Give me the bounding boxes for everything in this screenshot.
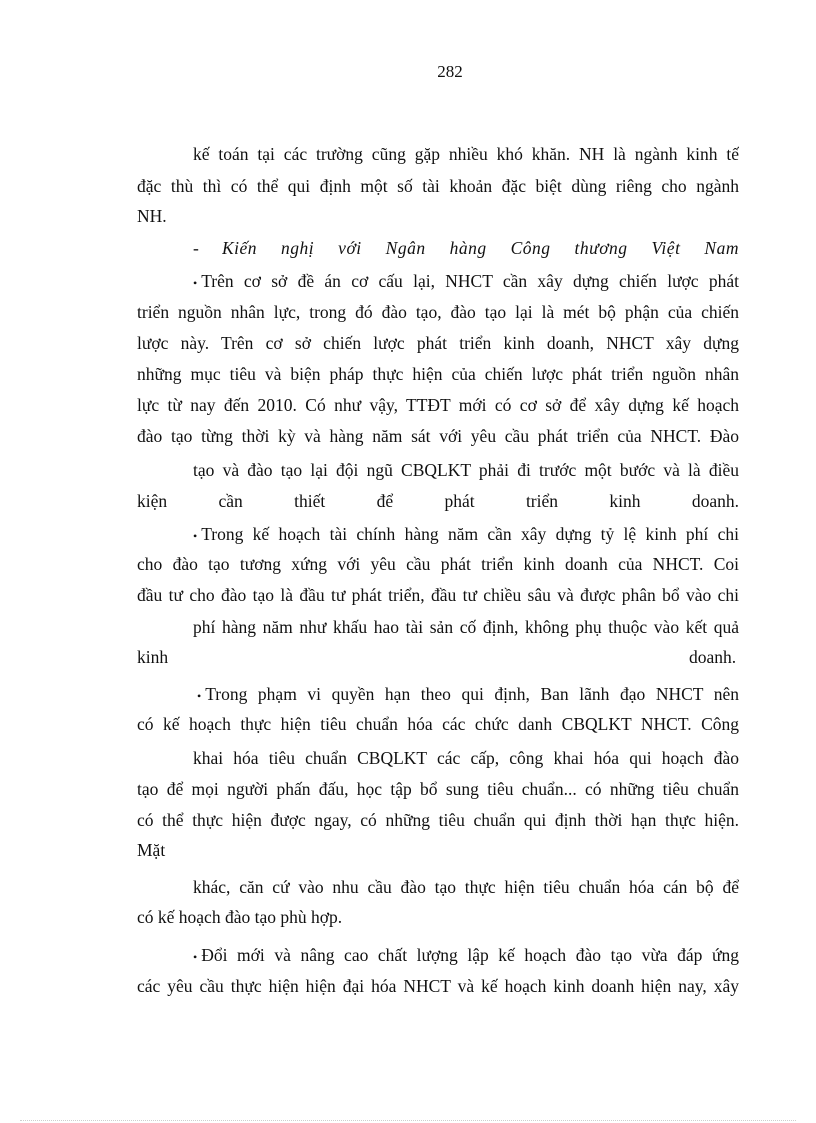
- bullet-line: [193, 523, 739, 545]
- bullet-line: [193, 270, 739, 292]
- text-line: khác, căn cứ vào nhu cầu đào tạo thực hiện tiêu chuẩn hóa cán bộ để: [193, 877, 739, 897]
- text-line: những mục tiêu và biện pháp thực hiện của chiến lược phát triển nguồn nhân: [137, 364, 739, 384]
- text-line: đầu tư cho đào tạo là đầu tư phát triển, đầu tư chiều sâu và được phân bổ vào chi: [137, 585, 739, 605]
- text-line: lực từ nay đến 2010. Có như vậy, TTĐT mới có cơ sở để xây dựng kế hoạch: [137, 395, 739, 415]
- text-line: kinh: [137, 647, 169, 667]
- text-line: doanh.: [689, 647, 737, 667]
- bullet-line: [197, 683, 739, 705]
- heading-dash: -: [193, 238, 199, 258]
- text-span: Trong kế hoạch tài chính hàng năm cần xây dựng tỷ lệ kinh phí chi: [201, 524, 739, 544]
- bullet-icon: •: [197, 688, 202, 703]
- text-line: kế toán tại các trường cũng gặp nhiều khó khăn. NH là ngành kinh tế: [193, 144, 739, 164]
- text-line: có kế hoạch đào tạo phù hợp.: [137, 907, 343, 927]
- bullet-icon: •: [193, 949, 198, 964]
- text-line: cho đào tạo tương xứng với yêu cầu phát triển kinh doanh của NHCT. Coi: [137, 554, 739, 574]
- text-line: có kế hoạch thực hiện tiêu chuẩn hóa các chức danh CBQLKT NHCT. Công: [137, 714, 739, 734]
- text-span: Đổi mới và nâng cao chất lượng lập kế hoạch đào tạo vừa đáp ứng: [201, 945, 739, 965]
- text-line: khai hóa tiêu chuẩn CBQLKT các cấp, công khai hóa qui hoạch đào: [193, 748, 739, 768]
- section-heading: Kiến nghị với Ngân hàng Công thương Việt Nam: [222, 238, 739, 258]
- text-span: Trong phạm vi quyền hạn theo qui định, Ban lãnh đạo NHCT nên: [205, 684, 739, 704]
- text-line: đào tạo từng thời kỳ và hàng năm sát với yêu cầu phát triển của NHCT. Đào: [137, 426, 739, 446]
- text-line: tạo và đào tạo lại đội ngũ CBQLKT phải đi trước một bước và là điều: [193, 460, 739, 480]
- text-line: đặc thù thì có thể qui định một số tài khoản đặc biệt dùng riêng cho ngành: [137, 176, 739, 196]
- text-line: có thể thực hiện được ngay, có những tiêu chuẩn qui định thời hạn thực hiện.: [137, 810, 739, 830]
- bullet-icon: •: [193, 275, 198, 290]
- text-line: triển nguồn nhân lực, trong đó đào tạo, đào tạo lại là mét bộ phận của chiến: [137, 302, 739, 322]
- bullet-icon: •: [193, 528, 198, 543]
- page-bottom-divider: [20, 1120, 796, 1121]
- page-number: 282: [437, 62, 463, 81]
- text-line: các yêu cầu thực hiện hiện đại hóa NHCT và kế hoạch kinh doanh hiện nay, xây: [137, 976, 739, 996]
- text-line: kiện cần thiết để phát triển kinh doanh.: [137, 491, 739, 511]
- text-line: NH.: [137, 206, 167, 226]
- text-line: lược này. Trên cơ sở chiến lược phát triển kinh doanh, NHCT xây dựng: [137, 333, 739, 353]
- text-line: Mặt: [137, 840, 166, 860]
- bullet-line: [193, 944, 739, 966]
- text-line: phí hàng năm như khấu hao tài sản cố định, không phụ thuộc vào kết quả: [193, 617, 739, 637]
- text-span: Trên cơ sở đề án cơ cấu lại, NHCT cần xây dựng chiến lược phát: [201, 271, 739, 291]
- text-line: tạo để mọi người phấn đấu, học tập bổ sung tiêu chuẩn... có những tiêu chuẩn: [137, 779, 739, 799]
